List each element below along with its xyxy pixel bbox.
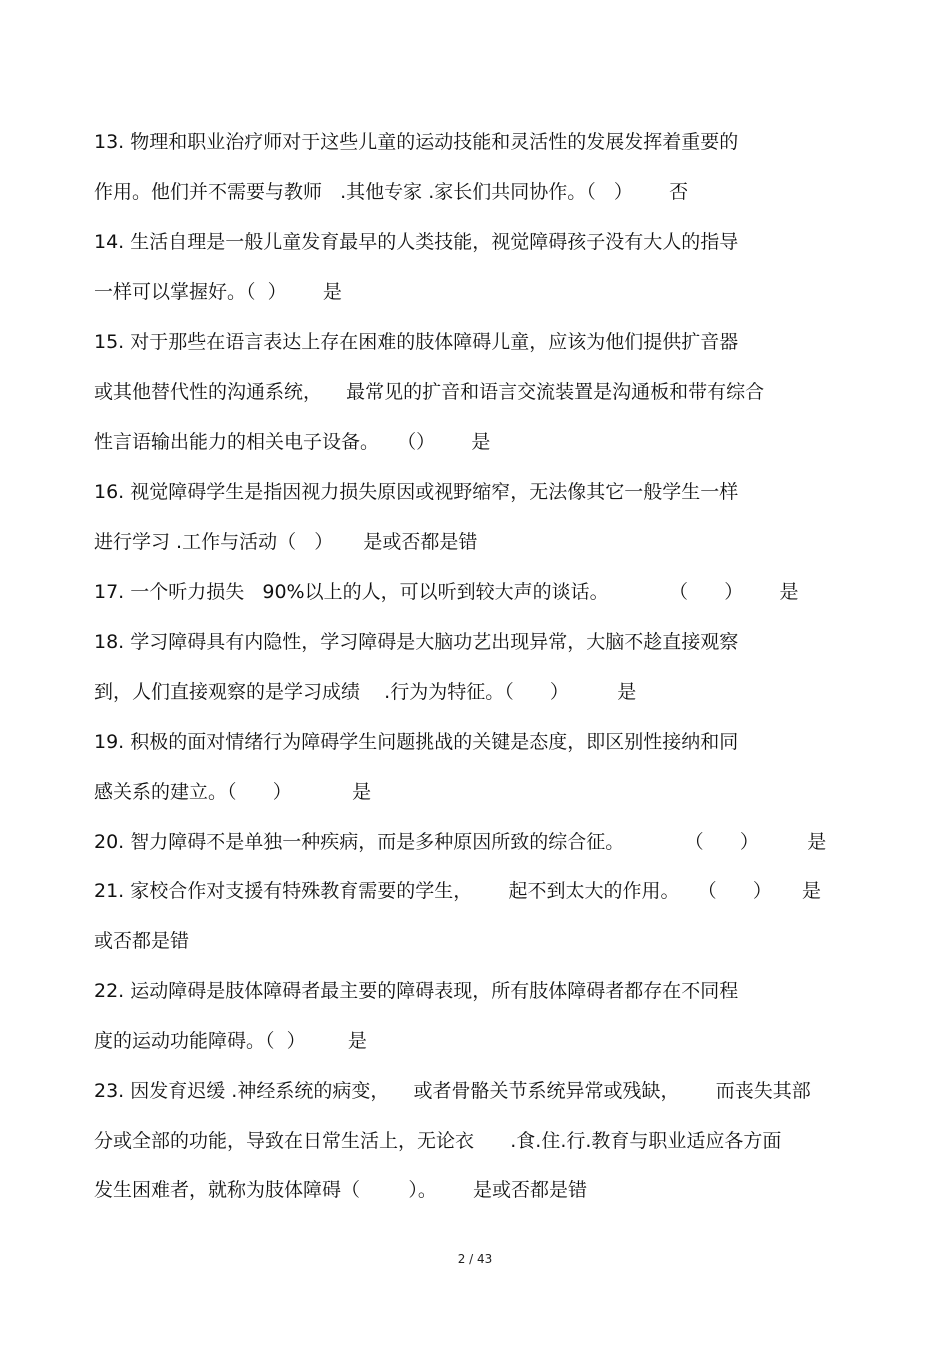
- question-14-line-2: 一样可以掌握好。（ ） 是: [94, 281, 342, 303]
- question-13-line-1: 13. 物理和职业治疗师对于这些儿童的运动技能和灵活性的发展发挥着重要的: [94, 131, 739, 153]
- question-16-line-2: 进行学习 .工作与活动（ ） 是或否都是错: [94, 531, 478, 553]
- question-16-line-1: 16. 视觉障碍学生是指因视力损失原因或视野缩窄，无法像其它一般学生一样: [94, 481, 739, 503]
- question-20-line-1: 20. 智力障碍不是单独一种疾病，而是多种原因所致的综合征。 （ ） 是: [94, 831, 827, 853]
- question-19-line-1: 19. 积极的面对情绪行为障碍学生问题挑战的关键是态度，即区别性接纳和同: [94, 731, 739, 753]
- question-23-line-1: 23. 因发育迟缓 .神经系统的病变， 或者骨骼关节系统异常或残缺， 而丧失其部: [94, 1080, 811, 1102]
- question-13-line-2: 作用。他们并不需要与教师 .其他专家 .家长们共同协作。（ ） 否: [94, 181, 689, 203]
- question-15-line-2: 或其他替代性的沟通系统， 最常见的扩音和语言交流装置是沟通板和带有综合: [94, 381, 765, 403]
- question-23-line-3: 发生困难者，就称为肢体障碍（ ）。 是或否都是错: [94, 1179, 588, 1201]
- question-23-line-2: 分或全部的功能，导致在日常生活上，无论衣 .食.住.行.教育与职业适应各方面: [94, 1130, 782, 1152]
- question-19-line-2: 感关系的建立。（ ） 是: [94, 781, 372, 803]
- question-18-line-2: 到，人们直接观察的是学习成绩 .行为为特征。（ ） 是: [94, 681, 637, 703]
- page-number: 2 / 43: [457, 1252, 493, 1266]
- question-15-line-1: 15. 对于那些在语言表达上存在困难的肢体障碍儿童，应该为他们提供扩音器: [94, 331, 739, 353]
- question-21-line-2: 或否都是错: [94, 930, 190, 952]
- question-21-line-1: 21. 家校合作对支援有特殊教育需要的学生， 起不到太大的作用。 （ ） 是: [94, 880, 822, 902]
- question-14-line-1: 14. 生活自理是一般儿童发育最早的人类技能，视觉障碍孩子没有大人的指导: [94, 231, 739, 253]
- question-22-line-2: 度的运动功能障碍。（ ） 是: [94, 1030, 367, 1052]
- question-15-line-3: 性言语输出能力的相关电子设备。 （） 是: [94, 431, 491, 453]
- question-22-line-1: 22. 运动障碍是肢体障碍者最主要的障碍表现，所有肢体障碍者都存在不同程: [94, 980, 739, 1002]
- question-17-line-1: 17. 一个听力损失 90%以上的人，可以听到较大声的谈话。 （ ） 是: [94, 581, 799, 603]
- question-18-line-1: 18. 学习障碍具有内隐性，学习障碍是大脑功艺出现异常，大脑不趁直接观察: [94, 631, 739, 653]
